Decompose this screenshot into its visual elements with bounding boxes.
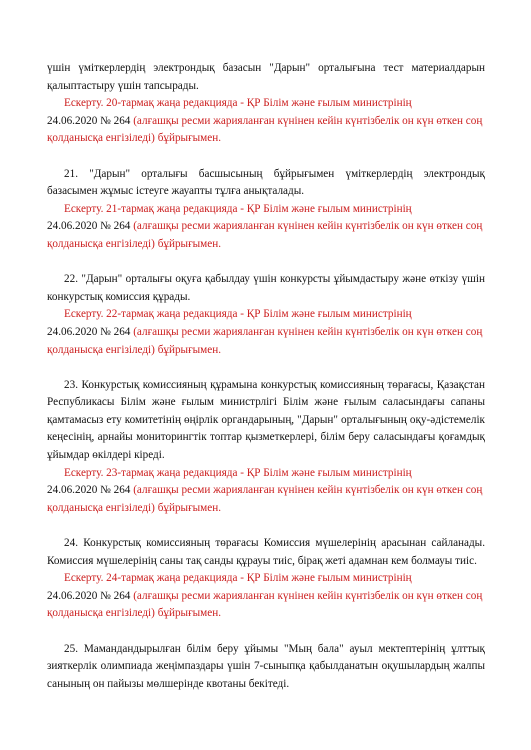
note-lead: Ескерту. 24-тармақ жаңа редакцияда - ҚР Білім және ғылым министрінің [64, 572, 412, 585]
paragraph-24: 24. Конкурстық комиссияның төрағасы Комиссия мүшелерінің арасынан сайланады. Комиссия мүшелерінің саны тақ санды құрауы тиіс, бірақ жеті адамнан кем болмауы тиіс. [47, 537, 485, 567]
spacer [47, 359, 485, 377]
spacer [47, 623, 485, 641]
note-lead: Ескерту. 21-тармақ жаңа редакцияда - ҚР Білім және ғылым министрінің [64, 202, 412, 215]
paragraph-21: 21. "Дарын" орталығы басшысының бұйрығымен үміткерлердің электрондық базасымен жұмыс істеуге жауапты тұлға анықталады. [47, 167, 485, 198]
document-page [47, 60, 485, 693]
note-tail: (алғашқы ресми жарияланған күнінен кейін күнтізбелік он күн өткен соң қолданысқа енгізіледі) бұйрығымен. [47, 220, 483, 250]
amendment-note-20 [47, 95, 485, 148]
paragraph-22: 22. "Дарын" орталығы оқуға қабылдау үшін конкурсты ұйымдастыру және өткізу үшін конкурстық комиссия құрады. [47, 273, 485, 303]
note-tail: (алғашқы ресми жарияланған күнінен кейін күнтізбелік он күн өткен соң қолданысқа енгізіледі) бұйрығымен. [47, 114, 483, 145]
note-date: 24.06.2020 № 264 [47, 325, 131, 338]
note-date: 24.06.2020 № 264 [47, 589, 131, 602]
amendment-note-24 [47, 570, 485, 623]
note-date: 24.06.2020 № 264 [47, 220, 131, 233]
amendment-note-22 [47, 306, 485, 359]
spacer [47, 517, 485, 535]
note-tail: (алғашқы ресми жарияланған күнінен кейін күнтізбелік он күн өткен соң қолданысқа енгізіледі) бұйрығымен. [47, 325, 483, 356]
amendment-note-23 [47, 465, 485, 518]
spacer [47, 254, 485, 272]
note-tail: (алғашқы ресми жарияланған күнінен кейін күнтізбелік он күн өткен соң қолданысқа енгізіледі) бұйрығымен. [47, 484, 483, 514]
spacer [47, 148, 485, 166]
amendment-note-21 [47, 201, 485, 254]
note-tail: (алғашқы ресми жарияланған күнінен кейін күнтізбелік он күн өткен соң қолданысқа енгізіледі) бұйрығымен. [47, 589, 483, 620]
note-lead: Ескерту. 22-тармақ жаңа редакцияда - ҚР Білім және ғылым министрінің [64, 308, 412, 321]
paragraph-25: 25. Мамандандырылған білім беру ұйымы "Мың бала" ауыл мектептерінің ұлттық зияткерлік олимпиада жеңімпаздары үшін 7-сыныпқа қабылданатын оқушылардың жалпы санының он пайызы мөлшерінде квотаны бекітеді. [47, 642, 485, 690]
note-date: 24.06.2020 № 264 [47, 484, 131, 497]
paragraph-23: 23. Конкурстық комиссияның құрамына конкурстық комиссияның төрағасы, Қазақстан Республикасы Білім және ғылым министрлігі Білім және ғылым саласындағы сапаны қамтамасыз ету комитетінің өңірлік органдарының, "Дарын" орталығының оқу-әдістемелік кеңесінің, арнайы мониторингтік топтар қызметкерлері, білім беру саласындағы қоғамдық ұйымдар өкілдері кіреді. [47, 378, 485, 462]
note-date: 24.06.2020 № 264 [47, 114, 131, 127]
paragraph-20-continuation: үшін үміткерлердің электрондық базасын "Дарын" орталығына тест материалдарын қалыптастыру үшін тапсырады. [47, 62, 485, 92]
note-lead: Ескерту. 23-тармақ жаңа редакцияда - ҚР Білім және ғылым министрінің [64, 466, 412, 479]
note-lead: Ескерту. 20-тармақ жаңа редакцияда - ҚР Білім және ғылым министрінің [64, 97, 412, 110]
